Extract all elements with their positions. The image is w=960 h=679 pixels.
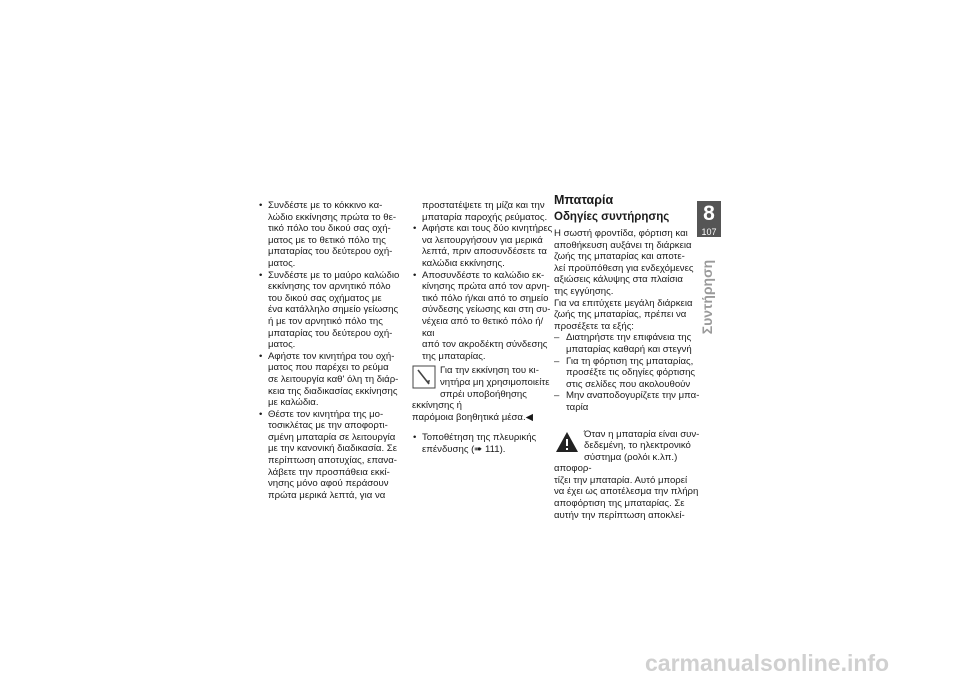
warning-triangle-icon — [554, 429, 580, 455]
text-column-2 — [412, 200, 554, 455]
list-item: • Αφήστε τον κινητήρα του οχή- ματος που παρέχει το ρεύμα σε λειτουργία καθ' όλη τη διάρ- κεια της διαδικασίας εκκίνησης με καλώδια. — [258, 351, 408, 409]
intro-paragraph-2: Για να επιτύχετε μεγάλη διάρκεια ζωής της μπαταρίας, πρέπει να προσέξετε τα εξής: — [554, 297, 693, 332]
list-item: • Συνδέστε με το κόκκινο κα- λώδιο εκκίνησης πρώτα το θε- τικό πόλο του δικού σας οχή- ματος με το θετικό πόλο της μπαταρίας του δεύτερου οχή- ματος. — [258, 200, 408, 270]
dash-item: – Μην αναποδογυρίζετε την μπα- ταρία — [554, 390, 702, 413]
chapter-tab — [697, 201, 721, 237]
list-item: • Τοποθέτηση της πλευρικής επένδυσης (➠ 111). — [412, 432, 554, 455]
text-column-1 — [258, 200, 408, 501]
note-block: Για την εκκίνηση του κι- νητήρα μη χρησιμοποιείτε σπρέι υποβοήθησης εκκίνησης ή παρόμοια βοηθητικά μέσα.◀ — [412, 365, 550, 423]
dash-item: – Για τη φόρτιση της μπαταρίας, προσέξτε τις οδηγίες φόρτισης στις σελίδες που ακολουθούν — [554, 356, 702, 391]
list-item: • Θέστε τον κινητήρα της μο- τοσικλέτας με την αποφορτι- σμένη μπαταρία σε λειτουργία με την κανονική διαδικασία. Σε περίπτωση αποτυχίας, επανα- λάβετε την προσπάθεια εκκί- νησης μόνο αφού περάσουν πρώτα μερικά λεπτά, για να — [258, 409, 408, 502]
list-item: • Συνδέστε με το μαύρο καλώδιο εκκίνησης τον αρνητικό πόλο του δικού σας οχήματος με ένα κατάλληλο σημείο γείωσης ή με τον αρνητικό πόλο της μπαταρίας του δεύτερου οχή- ματος. — [258, 270, 408, 351]
text-column-3 — [554, 228, 702, 521]
watermark: carmanualsonline.info — [645, 650, 890, 676]
continuation-text: προστατέψετε τη μίζα και την μπαταρία παροχής ρεύματος. — [422, 200, 548, 223]
list-item: • Αποσυνδέστε το καλώδιο εκ- κίνησης πρώτα από τον αρνη- τικό πόλο ή/και από το σημείο σύνδεσης γείωσης και στη συ- νέχεια από το θετικό πόλο ή/και από τον ακροδέκτη σύνδεσης της μπαταρίας. — [412, 270, 554, 363]
note-pencil-icon — [412, 365, 436, 389]
warning-block: Όταν η μπαταρία είναι συν- δεδεμένη, το ηλεκτρονικό σύστημα (ρολόι κ.λπ.) αποφορ- τίζει την μπαταρία. Αυτό μπορεί να έχει ως αποτέλεσμα την πλήρη αποφόρτιση της μπαταρίας. Σε αυτήν την περίπτωση αποκλεί- — [554, 428, 700, 521]
dash-item: – Διατηρήστε την επιφάνεια της μπαταρίας καθαρή και στεγνή — [554, 332, 702, 355]
intro-paragraph: Η σωστή φροντίδα, φόρτιση και αποθήκευση αυξάνει τη διάρκεια ζωής της μπαταρίας και αποτε- λεί προϋπόθεση για ενδεχόμενες αξιώσεις κάλυψης στα πλαίσια της εγγύησης. — [554, 228, 694, 297]
subsection-title: Οδηγίες συντήρησης — [554, 211, 670, 223]
page-number: 107 — [701, 227, 717, 237]
list-item: • Αφήστε και τους δύο κινητήρες να λειτουργήσουν για μερικά λεπτά, πριν αποσυνδέσετε τα καλώδια εκκίνησης. — [412, 223, 554, 269]
chapter-side-label: Συντήρηση — [699, 259, 715, 335]
chapter-number: 8 — [703, 202, 715, 225]
section-title: Μπαταρία — [554, 193, 614, 207]
